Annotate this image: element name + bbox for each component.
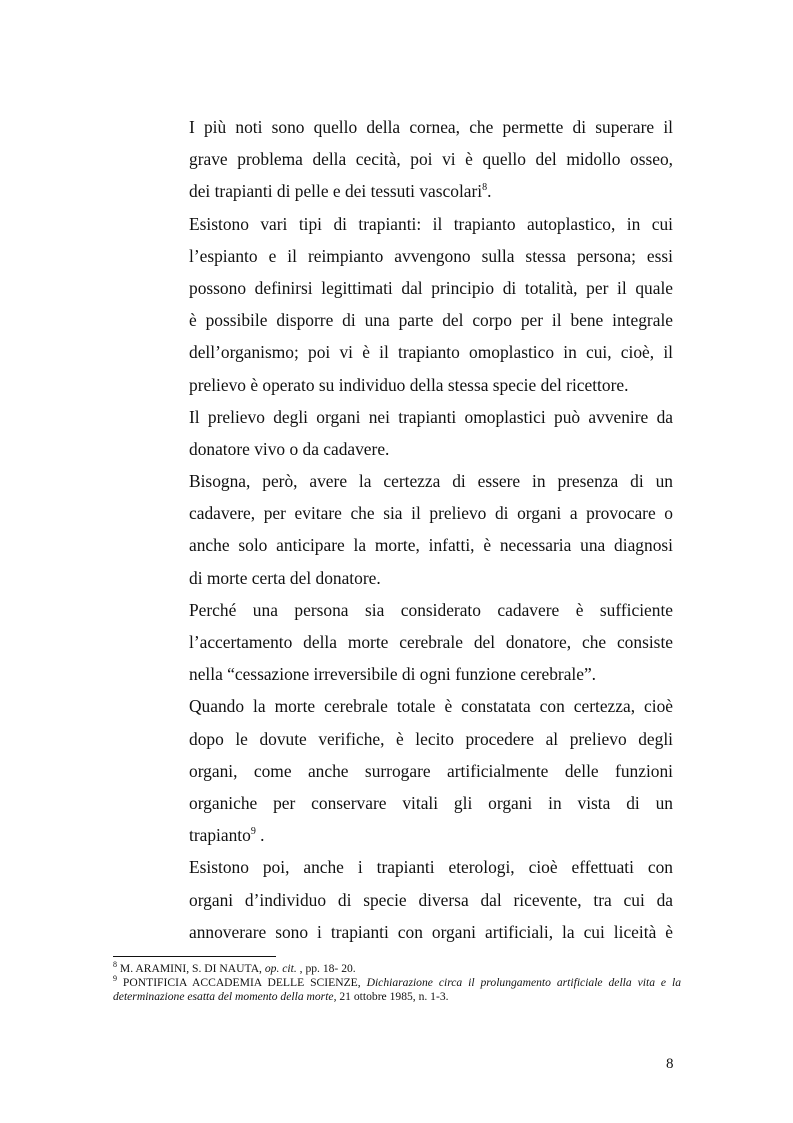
footnote-mark: 9 [113, 974, 117, 984]
text-line: organiche per conservare vitali gli organi in vista di un [189, 792, 673, 813]
footnote-text: M. ARAMINI, S. DI NAUTA, [117, 962, 265, 975]
text-line: Esistono poi, anche i trapianti eterologi, cioè effettuati con [189, 857, 673, 878]
body-text [189, 111, 673, 948]
text-line: anche solo anticipare la morte, infatti, è necessaria una diagnosi [189, 535, 673, 556]
text-line: possono definirsi legittimati dal principio di totalità, per il quale [189, 277, 673, 298]
footnote-italic: op. cit. [264, 962, 297, 975]
text-line: dell’organismo; poi vi è il trapianto omoplastico in cui, cioè, il [189, 342, 673, 363]
footnote-text: 21 ottobre 1985, n. 1-3. [336, 990, 449, 1004]
text-line [189, 175, 673, 207]
footnote-separator [113, 956, 276, 957]
text-span: . [255, 825, 265, 846]
text-line: annoverare sono i trapianti con organi artificiali, la cui liceità è [189, 921, 673, 942]
text-line: l’espianto e il reimpianto avvengono sulla stessa persona; essi [189, 245, 673, 266]
text-line: Bisogna, però, avere la certezza di essere in presenza di un [189, 471, 673, 492]
footnote-ref-9: 9 [250, 826, 256, 838]
text-line: l’accertamento della morte cerebrale del donatore, che consiste [189, 632, 673, 652]
text-line: grave problema della cecità, poi vi è quello del midollo osseo, [189, 149, 673, 170]
text-span: . [487, 181, 492, 202]
text-line: Perché una persona sia considerato cadavere è sufficiente [189, 599, 673, 620]
text-line: nella “cessazione irreversibile di ogni funzione cerebrale”. [189, 664, 597, 685]
text-span: dei trapianti di pelle e dei tessuti vascolari [189, 181, 483, 202]
page-number: 8 [666, 1056, 674, 1072]
text-line: donatore vivo o da cadavere. [189, 438, 390, 459]
text-line: di morte certa del donatore. [189, 567, 381, 588]
text-line: organi d’individuo di specie diversa dal ricevente, tra cui da [189, 889, 673, 910]
footnote-text: , pp. 18- 20. [296, 962, 356, 975]
text-line: I più noti sono quello della cornea, che permette di superare il [189, 117, 673, 137]
footnote-8 [113, 962, 681, 976]
text-line: cadavere, per evitare che sia il prelievo di organi a provocare o [189, 503, 673, 524]
text-line: dopo le dovute verifiche, è lecito procedere al prelievo degli [189, 728, 673, 749]
footnote-italic: Dichiarazione circa il prolungamento artificiale della vita e la determinazione esatta del momento della morte, [113, 976, 681, 1004]
text-span: trapianto [189, 825, 251, 846]
text-line: prelievo è operato su individuo della stessa specie del ricettore. [189, 374, 629, 395]
text-line: è possibile disporre di una parte del corpo per il bene integrale [189, 310, 673, 331]
text-line: organi, come anche surrogare artificialmente delle funzioni [189, 760, 673, 781]
text-line: Esistono vari tipi di trapianti: il trapianto autoplastico, in cui [189, 213, 673, 234]
footnote-9 [113, 976, 681, 1004]
footnote-ref-8: 8 [482, 182, 488, 194]
footnotes [113, 962, 681, 1005]
text-line: Il prelievo degli organi nei trapianti omoplastici può avvenire da [189, 406, 673, 427]
footnote-mark: 8 [113, 960, 117, 970]
footnote-text: PONTIFICIA ACCADEMIA DELLE SCIENZE, [117, 976, 367, 990]
text-line: Quando la morte cerebrale totale è constatata con certezza, cioè [189, 696, 673, 717]
text-line [189, 819, 673, 851]
